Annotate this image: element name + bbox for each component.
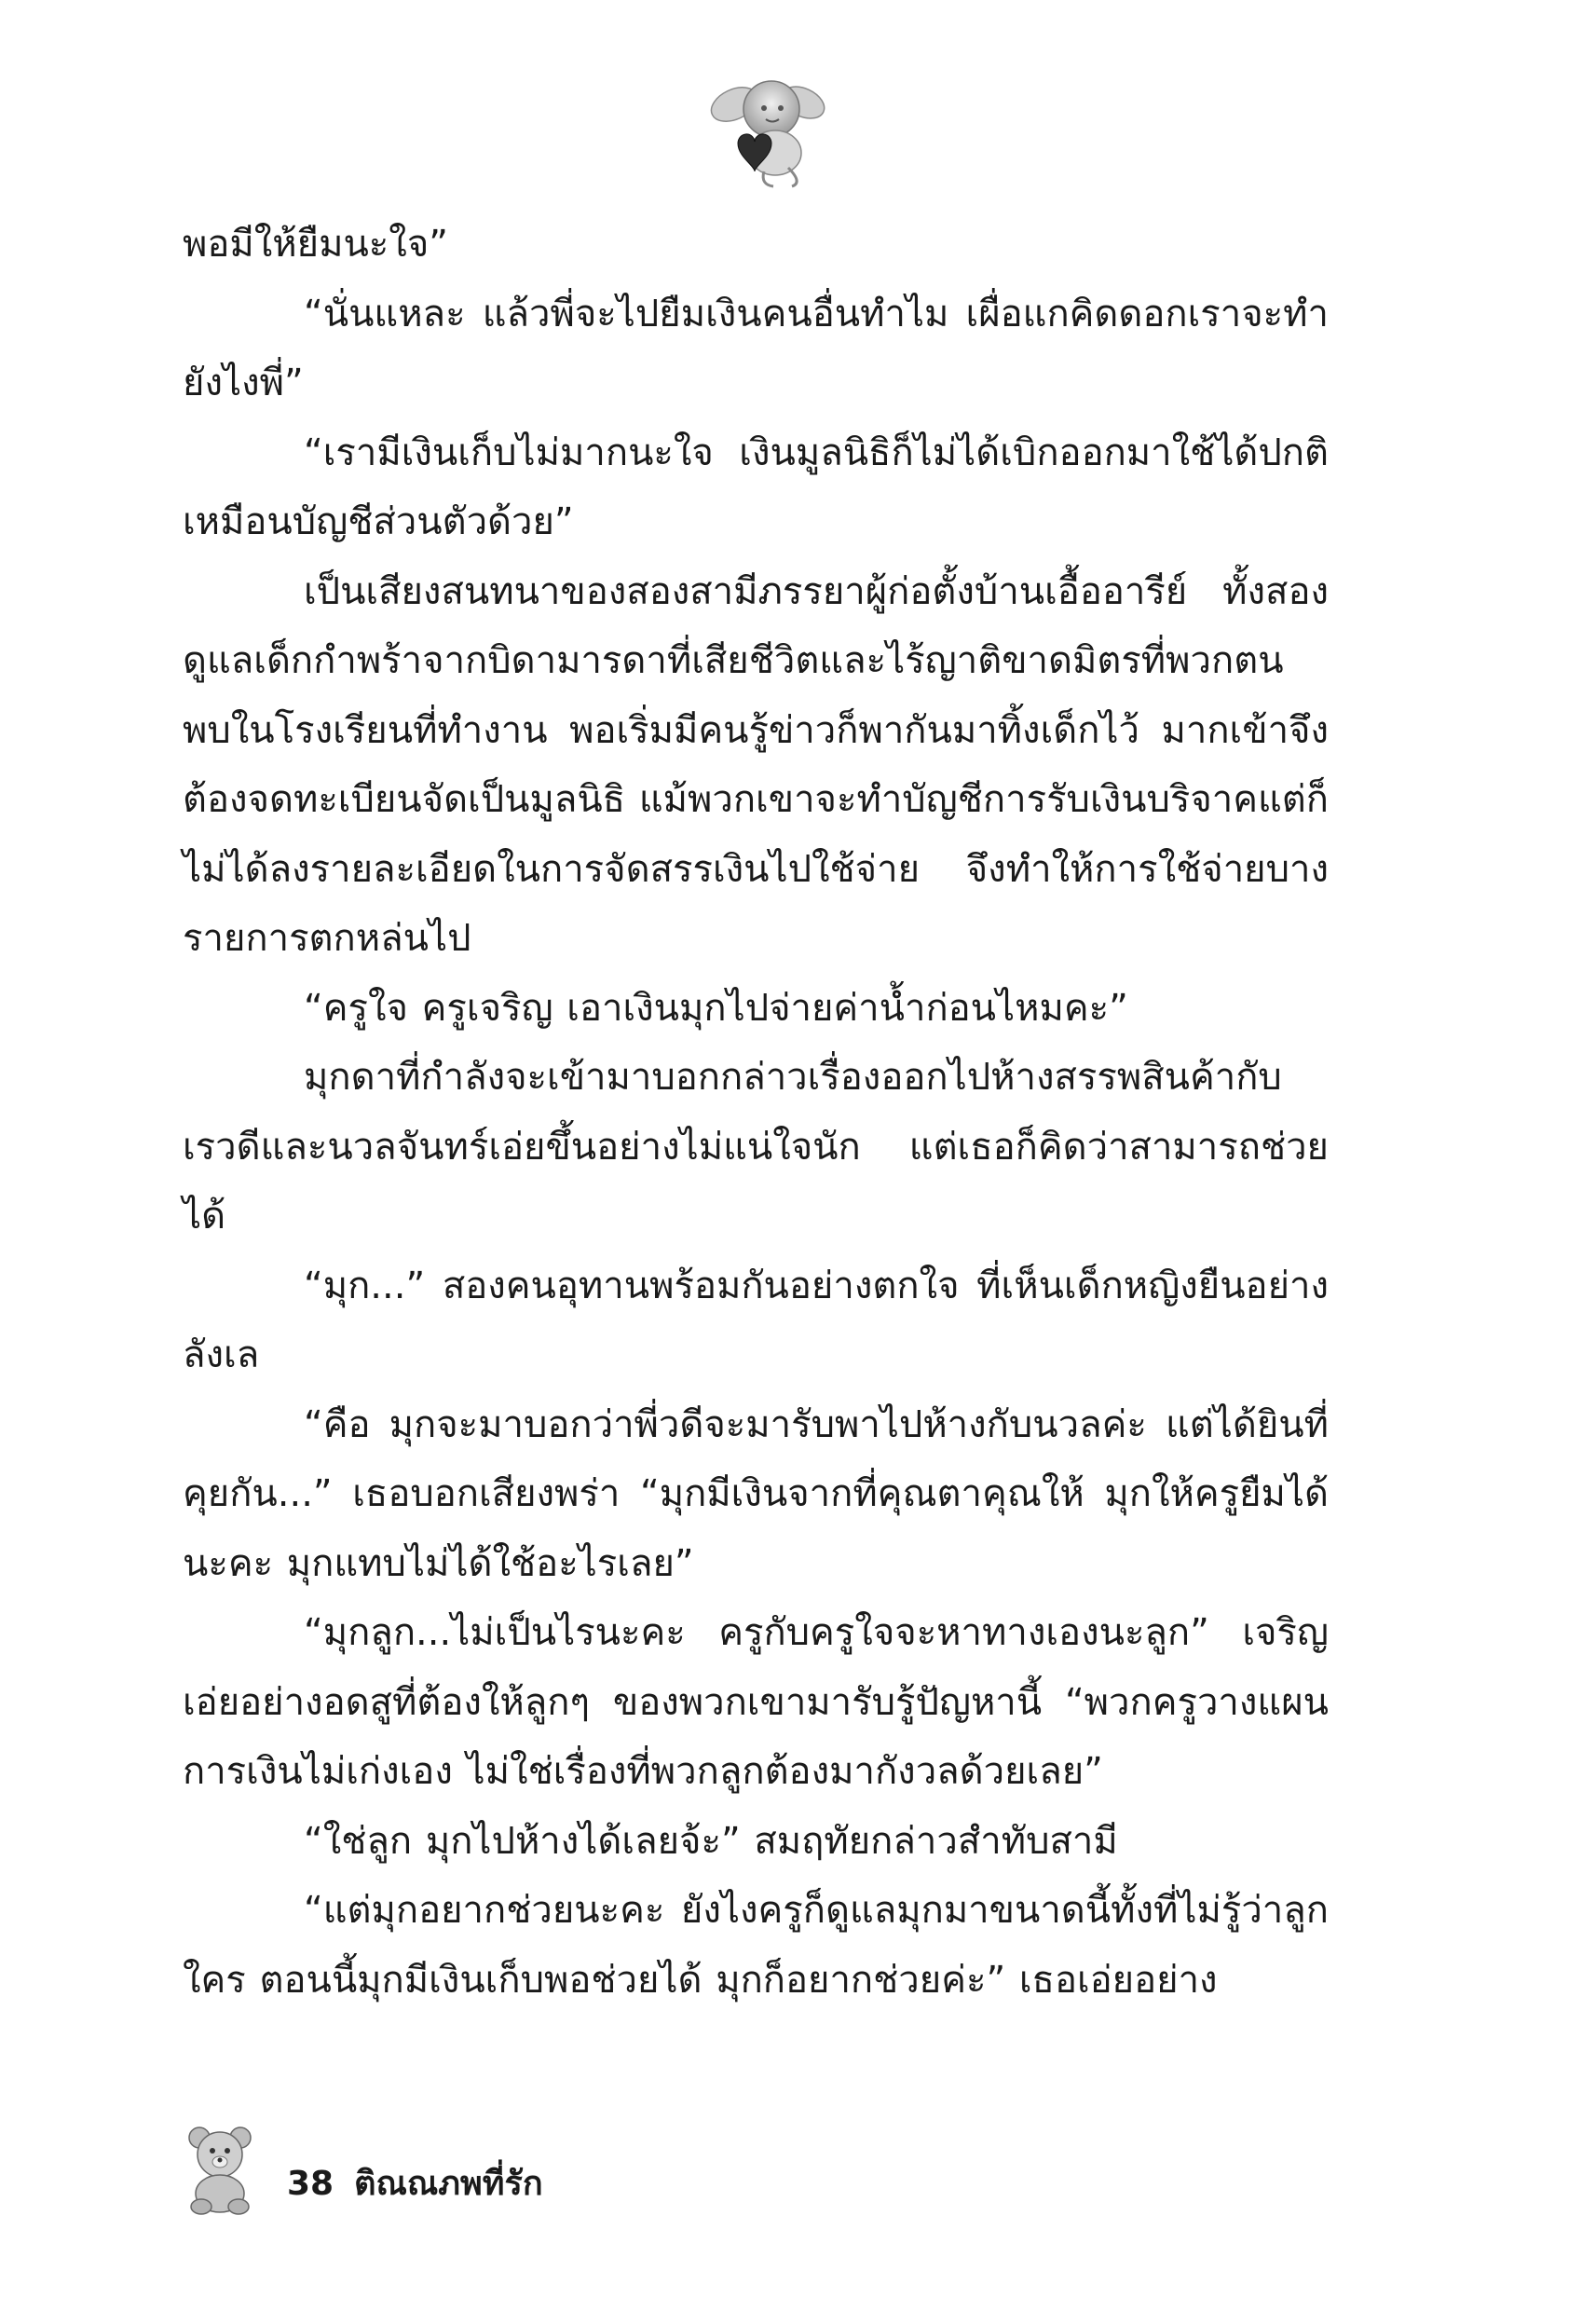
paragraph: “เรามีเงินเก็บไม่มากนะใจ เงินมูลนิธิก็ไม่ได้เบิกออกมาใช้ได้ปกติเหมือนบัญชีส่วนตัวด้วย” — [183, 431, 1329, 543]
paragraph: “คือ มุกจะมาบอกว่าพี่วดีจะมารับพาไปห้างกับนวลค่ะ แต่ได้ยินที่คุยกัน...” เธอบอกเสียงพร่า “มุกมีเงินจากที่คุณตาคุณให้ มุกให้ครูยืมได้นะคะ มุกแทบไม่ได้ใช้อะไรเลย” — [183, 1402, 1329, 1585]
paragraph: มุกดาที่กำลังจะเข้ามาบอกกล่าวเรื่องออกไปห้างสรรพสินค้ากับเรวดีและนวลจันทร์เอ่ยขึ้นอย่างไม่แน่ใจนัก แต่เธอก็คิดว่าสามารถช่วยได้ — [183, 1056, 1329, 1238]
body-text — [183, 210, 1329, 2015]
teddy-bear-icon — [183, 2123, 257, 2216]
paragraph: เป็นเสียงสนทนาของสองสามีภรรยาผู้ก่อตั้งบ้านเอื้ออารีย์ ทั้งสองดูแลเด็กกำพร้าจากบิดามารดาที่เสียชีวิตและไร้ญาติขาดมิตรที่พวกตนพบในโรงเรียนที่ทำงาน พอเริ่มมีคนรู้ข่าวก็พากันมาทิ้งเด็กไว้ มากเข้าจึงต้องจดทะเบียนจัดเป็นมูลนิธิ แม้พวกเขาจะทำบัญชีการรับเงินบริจาคแต่ก็ไม่ได้ลงรายละเอียดในการจัดสรรเงินไปใช้จ่าย จึงทำให้การใช้จ่ายบางรายการตกหล่นไป — [183, 569, 1329, 960]
paragraph: “นั่นแหละ แล้วพี่จะไปยืมเงินคนอื่นทำไม เผื่อแกคิดดอกเราจะทำยังไงพี่” — [183, 292, 1329, 404]
paragraph: “ใช่ลูก มุกไปห้างได้เลยจ้ะ” สมฤทัยกล่าวสำทับสามี — [304, 1819, 1118, 1863]
book-title: ติณณภพที่รัก — [354, 2165, 543, 2203]
paragraph: “มุกลูก...ไม่เป็นไรนะคะ ครูกับครูใจจะหาทางเองนะลูก” เจริญเอ่ยอย่างอดสูที่ต้องให้ลูกๆ ของพวกเขามารับรู้ปัญหานี้ “พวกครูวางแผนการเงินไม่เก่งเอง ไม่ใช่เรื่องที่พวกลูกต้องมากังวลด้วยเลย” — [183, 1611, 1329, 1793]
cupid-with-heart-icon — [699, 67, 839, 193]
page-number: 38 — [287, 2165, 334, 2203]
paragraph: “แต่มุกอยากช่วยนะคะ ยังไงครูก็ดูแลมุกมาขนาดนี้ทั้งที่ไม่รู้ว่าลูกใคร ตอนนี้มุกมีเงินเก็บพอช่วยได้ มุกก็อยากช่วยค่ะ” เธอเอ่ยอย่าง — [183, 1889, 1329, 2002]
paragraph: “มุก...” สองคนอุทานพร้อมกันอย่างตกใจ ที่เห็นเด็กหญิงยืนอย่างลังเล — [183, 1264, 1329, 1376]
paragraph: “ครูใจ ครูเจริญ เอาเงินมุกไปจ่ายค่าน้ำก่อนไหมคะ” — [304, 986, 1128, 1030]
page-footer — [183, 2123, 742, 2225]
paragraph: พอมีให้ยืมนะใจ” — [183, 223, 448, 266]
